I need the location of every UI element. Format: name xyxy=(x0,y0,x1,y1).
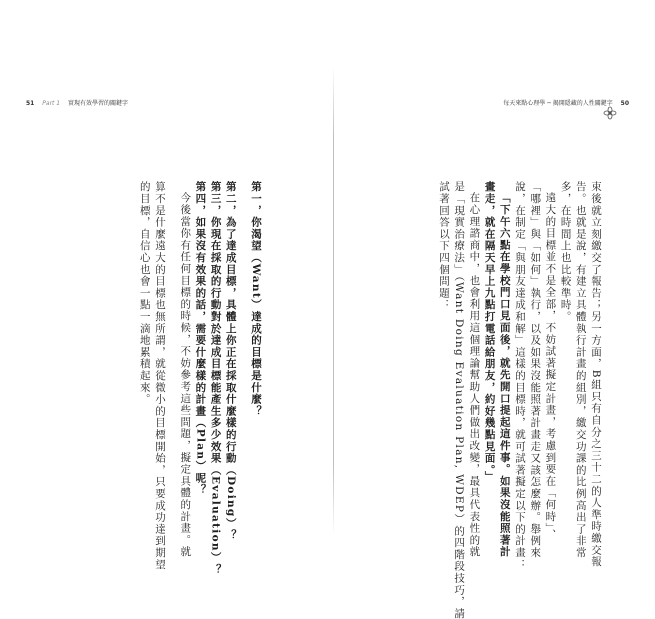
left-page-text-line: 算不是什麼遠大的目標也無所謂，就從微小的目標開始，只要成功達到期望 xyxy=(153,181,166,571)
right-page-text-line: 多，在時間上也比較準時。 xyxy=(559,181,572,323)
flower-ornament-icon xyxy=(603,106,617,120)
right-page-body xyxy=(436,181,603,619)
left-page-body xyxy=(137,181,263,576)
right-page-text-line: 遠大的目標並不是全部，不妨試著擬定計畫，考慮到要在「何時」、 xyxy=(544,191,557,541)
left-page-text-line: 第四，如果沒有效果的話，需要什麼樣的計畫（Plan）呢？ xyxy=(194,181,207,496)
right-page-number: 50 xyxy=(620,100,629,107)
right-page-text-line: 畫走，就在隔天早上九點打電話給朋友，約好幾點見面。」 xyxy=(483,181,496,483)
page-gutter xyxy=(333,66,334,536)
left-page-text-line: 第二，為了達成目標，具體上你正在採取什麼樣的行動（Doing）？ xyxy=(224,181,237,542)
left-page-number: 51 xyxy=(26,100,35,107)
left-page-text-line: 今後當你有任何目標的時候，不妨參考這些問題，擬定具體的計畫。就 xyxy=(179,191,192,558)
right-page-text-line: 說，在制定「與朋友達成和解」這樣的目標時，就可試著擬定以下的計畫： xyxy=(513,181,526,571)
right-page-text-line: 是「現實治療法」（Want Doing Evaluation Plan, WDEP）的四階段技巧，請 xyxy=(453,181,466,619)
right-running-title: 每天來點心理學 ─ 揭開隱藏的人性關鍵字 xyxy=(503,100,613,107)
left-page-text-line: 第一，你渴望（Want）達成的目標是什麼？ xyxy=(250,181,262,417)
right-page-text-line: 告。也就是說，有建立具體執行計畫的組別，繳交功課的比例高出了非常 xyxy=(574,181,587,559)
left-page-text-line: 第三，你現在採取的行動對於達成目標能產生多少效果（Evaluation）？ xyxy=(209,181,222,576)
left-page-text-line: 的目標，自信心也會一點一滴地累積起來。 xyxy=(138,181,151,406)
right-page-text-line: 「哪裡」與「如何」執行，以及如果沒能照著計畫走又該怎麼辦。舉例來 xyxy=(529,181,542,559)
left-page-header xyxy=(26,98,128,107)
left-running-title: 實現有效學習的關鍵字 xyxy=(68,100,129,107)
left-part-label: Part 1 xyxy=(42,100,61,107)
right-page-text-line: 「下午六點在學校門口見面後，就先開口提起這件事。如果沒能照著計 xyxy=(498,191,511,558)
right-page-text-line: 束後就立刻繳交了報告；另一方面，B組只有自分之三十二的人準時繳交報 xyxy=(590,181,602,568)
right-page-text-line: 在心理諮商中，也會利用這個理論幫助人們做出改變，最具代表性的就 xyxy=(468,191,481,558)
right-page-text-line: 試著回答以下四個問題： xyxy=(437,181,450,311)
